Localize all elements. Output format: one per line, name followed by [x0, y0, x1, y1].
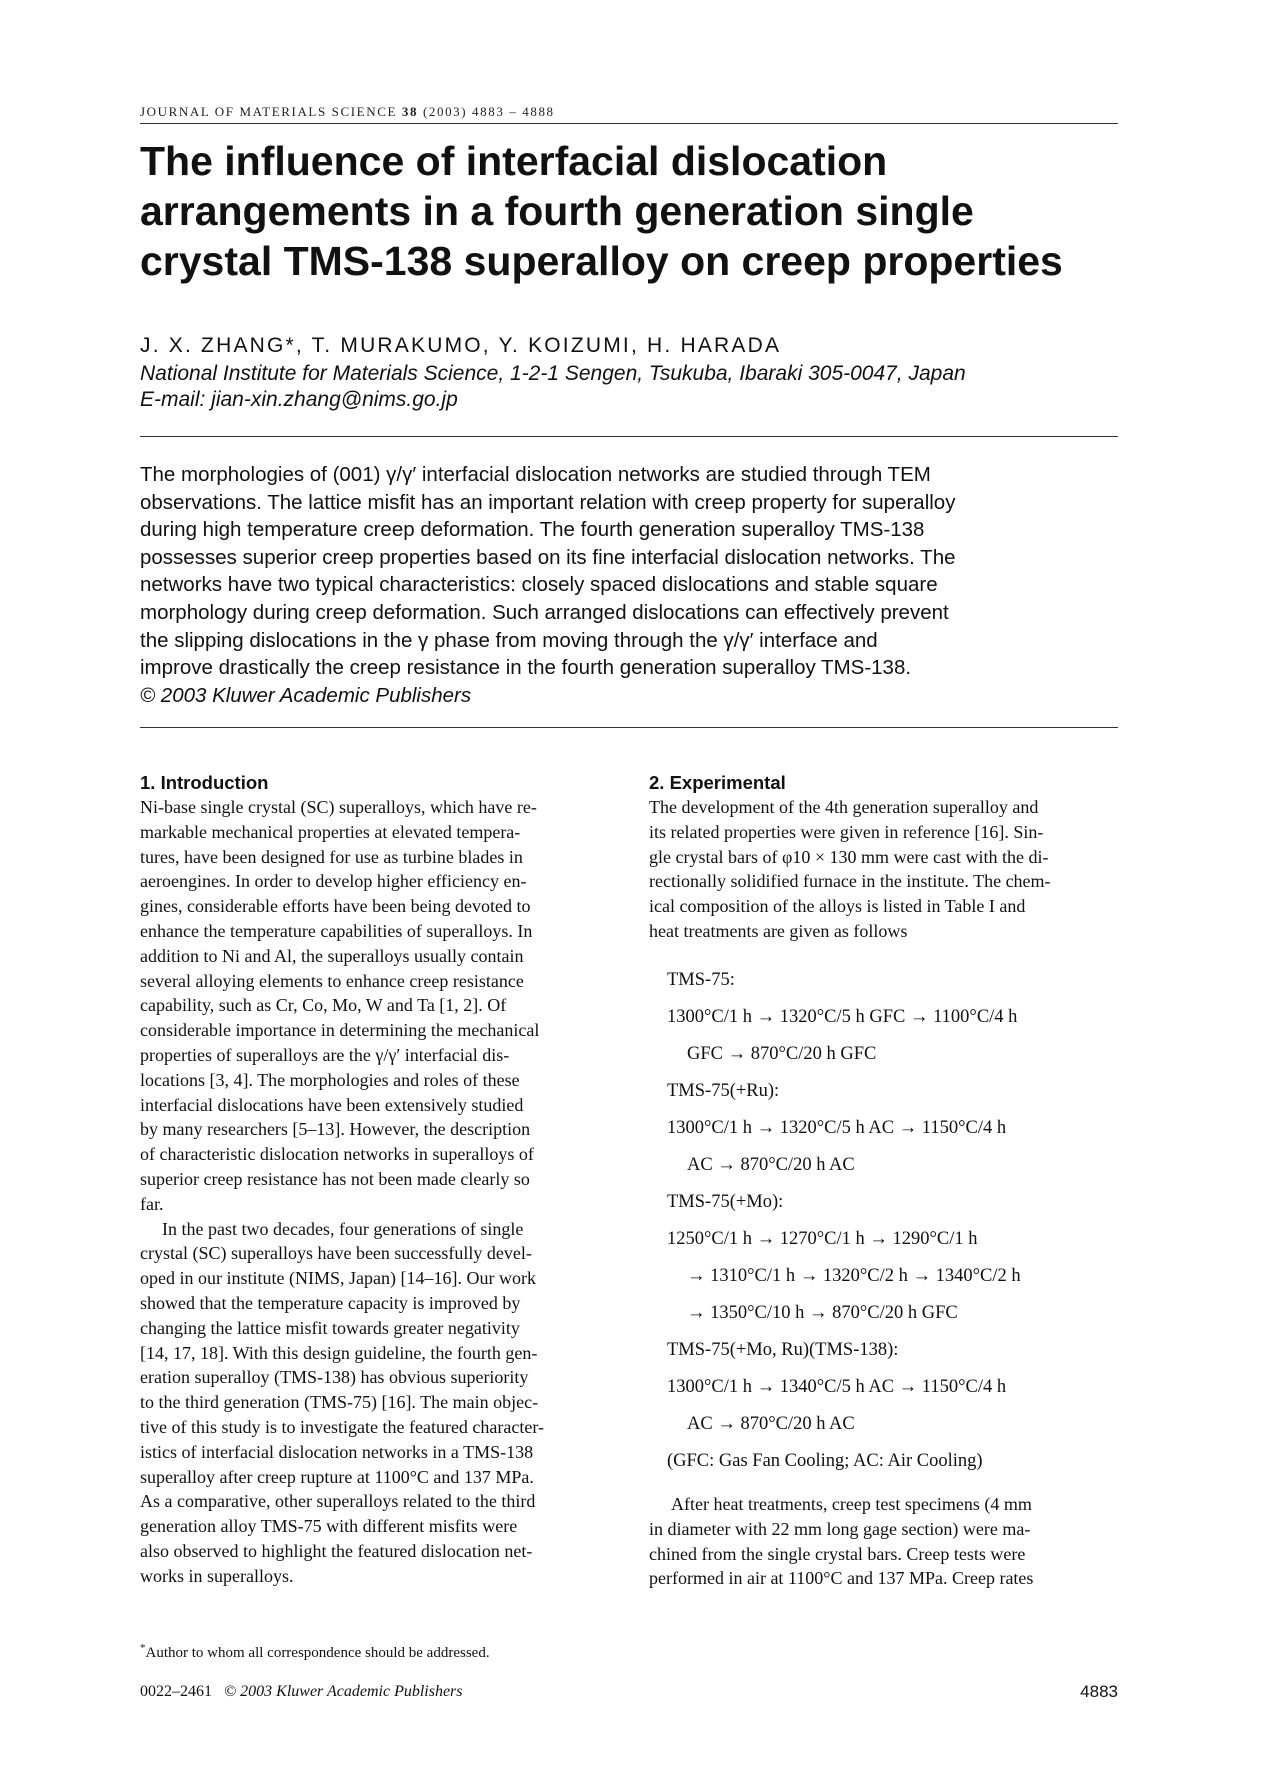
experimental-paragraph-1 — [649, 795, 1121, 944]
affiliation — [140, 361, 1130, 413]
footnote — [140, 1642, 490, 1662]
treatment-step: AC → 870°C/20 h AC — [687, 1155, 855, 1175]
text-line: tive of this study is to investigate the featured character- — [140, 1416, 544, 1437]
treatment-alloy-label: TMS-75(+Mo, Ru)(TMS-138): — [667, 1340, 899, 1360]
text-line: works in superalloys. — [140, 1565, 294, 1586]
text-line: its related properties were given in reference [16]. Sin- — [649, 821, 1044, 842]
affiliation-address: National Institute for Materials Science, 1-2-1 Sengen, Tsukuba, Ibaraki 305-0047, Japan — [140, 362, 966, 385]
text-line: gle crystal bars of φ10 × 130 mm were cast with the di- — [649, 846, 1049, 867]
introduction-heading: 1. Introduction — [140, 772, 269, 793]
journal-volume: 38 — [401, 104, 419, 119]
abstract-line: the slipping dislocations in the γ phase from moving through the γ/γ′ interface and — [140, 628, 878, 652]
treatment-step: → 1350°C/10 h → 870°C/20 h GFC — [687, 1303, 958, 1323]
treatment-step: GFC → 870°C/20 h GFC — [687, 1044, 877, 1064]
text-line: to the third generation (TMS-75) [16]. The main objec- — [140, 1392, 539, 1413]
treatment-step: 1250°C/1 h → 1270°C/1 h → 1290°C/1 h — [667, 1229, 978, 1249]
treatment-step: 1300°C/1 h → 1320°C/5 h GFC → 1100°C/4 h — [667, 1007, 1018, 1027]
text-line: in diameter with 22 mm long gage section) were ma- — [649, 1518, 1031, 1539]
text-line: As a comparative, other superalloys related to the third — [140, 1491, 536, 1512]
text-line: tures, have been designed for use as turbine blades in — [140, 846, 523, 867]
text-line: capability, such as Cr, Co, Mo, W and Ta [1, 2]. Of — [140, 995, 507, 1016]
text-line: oped in our institute (NIMS, Japan) [14–16]. Our work — [140, 1268, 536, 1289]
text-line: markable mechanical properties at elevated tempera- — [140, 821, 521, 842]
journal-header — [140, 104, 555, 120]
title-line: crystal TMS-138 superalloy on creep properties — [140, 238, 1063, 284]
abstract — [140, 461, 1130, 709]
affiliation-email: E-mail: jian-xin.zhang@nims.go.jp — [140, 388, 458, 411]
experimental-heading: 2. Experimental — [649, 772, 786, 793]
text-line: In the past two decades, four generations of single — [162, 1218, 524, 1239]
introduction-paragraph-2 — [140, 1217, 612, 1589]
text-line: far. — [140, 1193, 164, 1214]
footnote-text: Author to whom all correspondence should be addressed. — [145, 1645, 490, 1661]
text-line: chined from the single crystal bars. Creep tests were — [649, 1543, 1026, 1564]
abstract-line: networks have two typical characteristics: closely spaced dislocations and stable square — [140, 573, 938, 597]
text-line: changing the lattice misfit towards greater negativity — [140, 1317, 520, 1338]
journal-name: JOURNAL OF MATERIALS SCIENCE — [140, 104, 398, 119]
abstract-copyright: © 2003 Kluwer Academic Publishers — [140, 683, 472, 707]
treatment-step: 1300°C/1 h → 1320°C/5 h AC → 1150°C/4 h — [667, 1118, 1007, 1138]
text-line: aeroengines. In order to develop higher efficiency en- — [140, 871, 527, 892]
text-line: [14, 17, 18]. With this design guideline, the fourth gen- — [140, 1342, 538, 1363]
abstract-line: during high temperature creep deformation. The fourth generation superalloy TMS-138 — [140, 518, 925, 542]
text-line: generation alloy TMS-75 with different misfits were — [140, 1516, 518, 1537]
text-line: performed in air at 1100°C and 137 MPa. Creep rates — [649, 1568, 1034, 1589]
treatment-alloy-label: TMS-75: — [667, 970, 735, 990]
text-line: interfacial dislocations have been extensively studied — [140, 1094, 524, 1115]
experimental-section — [649, 771, 1121, 944]
text-line: superior creep resistance has not been made clearly so — [140, 1168, 530, 1189]
abstract-top-rule — [140, 436, 1118, 437]
text-line: considerable importance in determining the mechanical — [140, 1020, 540, 1041]
treatment-alloy-label: TMS-75(+Mo): — [667, 1192, 784, 1212]
footnote-mark: * — [140, 1642, 146, 1654]
footer-issn — [140, 1683, 463, 1701]
text-line: crystal (SC) superalloys have been successfully devel- — [140, 1243, 532, 1264]
introduction-section — [140, 771, 612, 1589]
text-line: istics of interfacial dislocation networks in a TMS-138 — [140, 1441, 534, 1462]
text-line: several alloying elements to enhance creep resistance — [140, 970, 524, 991]
abstract-line: observations. The lattice misfit has an important relation with creep property for superalloy — [140, 490, 956, 514]
abstract-line: The morphologies of (001) γ/γ′ interfacial dislocation networks are studied through TEM — [140, 463, 931, 486]
text-line: ical composition of the alloys is listed in Table I and — [649, 896, 1026, 917]
treatment-step: 1300°C/1 h → 1340°C/5 h AC → 1150°C/4 h — [667, 1377, 1007, 1397]
text-line: superalloy after creep rupture at 1100°C and 137 MPa. — [140, 1466, 534, 1487]
text-line: gines, considerable efforts have been being devoted to — [140, 896, 531, 917]
text-line: properties of superalloys are the γ/γ′ interfacial dis- — [140, 1044, 510, 1065]
text-line: Ni-base single crystal (SC) superalloys, which have re- — [140, 797, 537, 817]
text-line: by many researchers [5–13]. However, the description — [140, 1119, 531, 1140]
text-line: also observed to highlight the featured dislocation net- — [140, 1540, 533, 1561]
footer-copyright: © 2003 Kluwer Academic Publishers — [224, 1683, 463, 1700]
page-number: 4883 — [1080, 1682, 1118, 1701]
journal-year-pages: (2003) 4883 – 4888 — [422, 104, 555, 119]
abstract-line: possesses superior creep properties based on its fine interfacial dislocation networks. The — [140, 545, 956, 569]
title-line: arrangements in a fourth generation single — [140, 188, 974, 234]
treatment-step: AC → 870°C/20 h AC — [687, 1414, 855, 1434]
author-list: J. X. ZHANG*, T. MURAKUMO, Y. KOIZUMI, H. HARADA — [140, 334, 782, 357]
text-line: After heat treatments, creep test specimens (4 mm — [671, 1494, 1032, 1514]
abstract-line: morphology during creep deformation. Such arranged dislocations can effectively prevent — [140, 600, 949, 624]
experimental-paragraph-2 — [649, 1492, 1121, 1591]
text-line: showed that the temperature capacity is improved by — [140, 1292, 521, 1313]
issn-number: 0022–2461 — [140, 1683, 212, 1700]
introduction-paragraph-1 — [140, 795, 612, 1217]
text-line: addition to Ni and Al, the superalloys usually contain — [140, 945, 524, 966]
header-rule — [140, 123, 1118, 124]
abstract-line: improve drastically the creep resistance in the fourth generation superalloy TMS-138. — [140, 656, 912, 680]
text-line: enhance the temperature capabilities of superalloys. In — [140, 920, 533, 941]
text-line: eration superalloy (TMS-138) has obvious superiority — [140, 1367, 529, 1388]
title-line: The influence of interfacial dislocation — [140, 138, 888, 184]
abstract-bottom-rule — [140, 727, 1118, 728]
treatment-legend: (GFC: Gas Fan Cooling; AC: Air Cooling) — [667, 1451, 983, 1471]
text-line: rectionally solidified furnace in the institute. The chem- — [649, 871, 1051, 892]
heat-treatment-list — [667, 962, 1021, 1480]
text-line: The development of the 4th generation superalloy and — [649, 797, 1039, 817]
text-line: locations [3, 4]. The morphologies and roles of these — [140, 1069, 520, 1090]
treatment-alloy-label: TMS-75(+Ru): — [667, 1081, 780, 1101]
text-line: heat treatments are given as follows — [649, 920, 908, 941]
text-line: of characteristic dislocation networks in superalloys of — [140, 1144, 534, 1165]
paper-title — [140, 136, 1118, 286]
treatment-step: → 1310°C/1 h → 1320°C/2 h → 1340°C/2 h — [687, 1266, 1021, 1286]
